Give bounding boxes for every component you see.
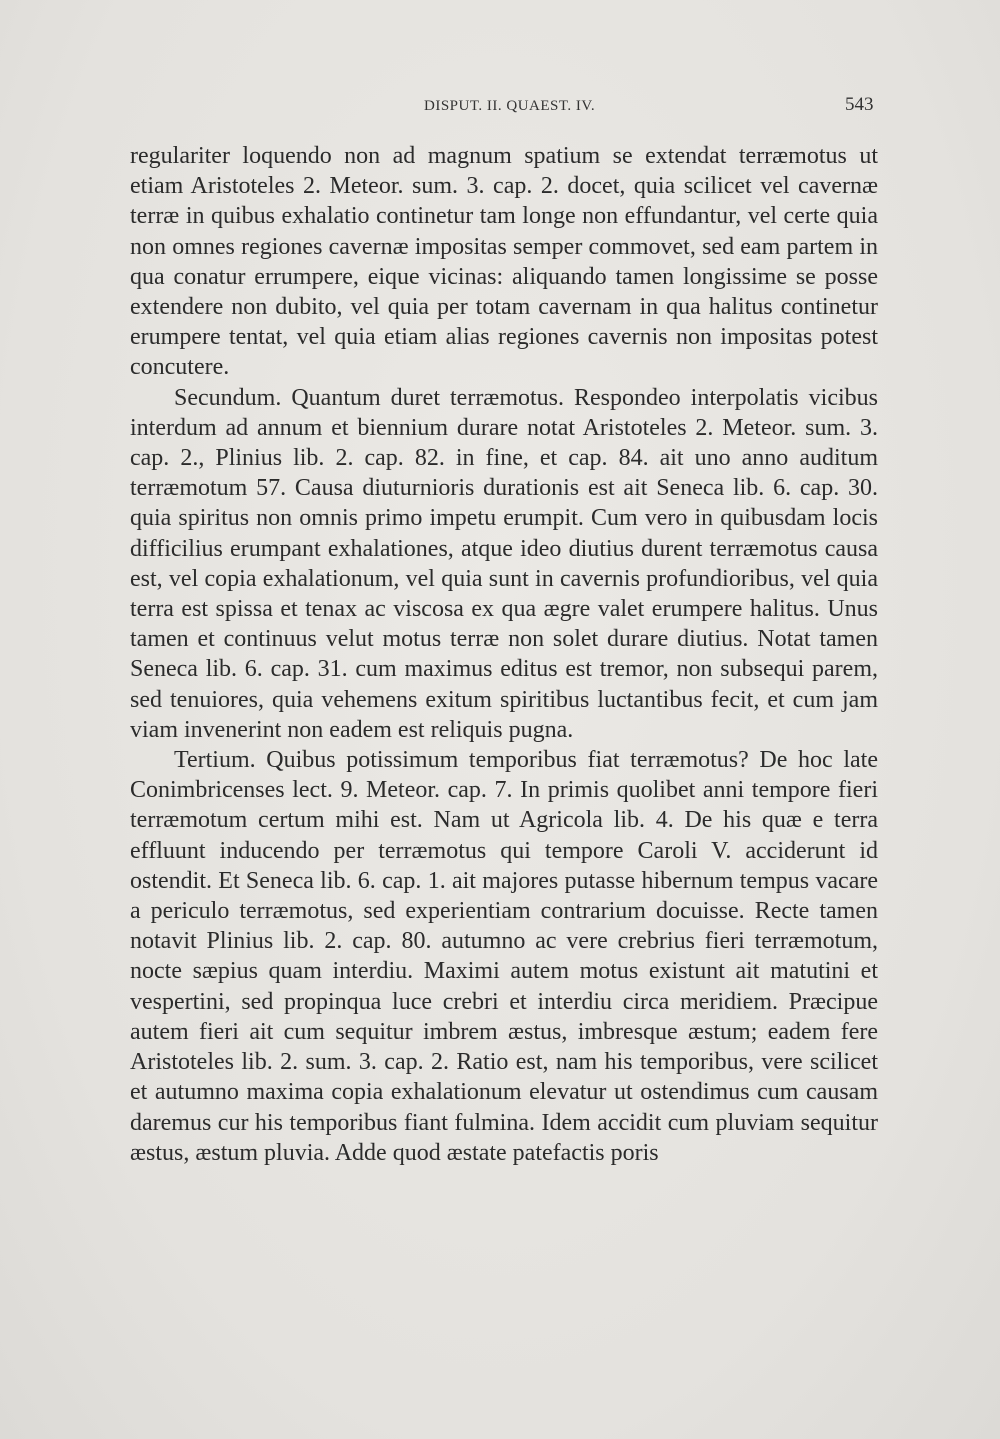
running-head: DISPUT. II. QUAEST. IV.	[424, 98, 596, 114]
paragraph-tertium: Tertium. Quibus potissimum temporibus fiat terræmotus? De hoc late Conimbricenses lect. 9. Meteor. cap. 7. In primis quolibet anni tempore fieri terræmotum certum mihi est. Nam ut Agricola lib. 4. De his quæ e terra effluunt inducendo per terræmotus qui tempore Caroli V. acciderunt id ostendit. Et Seneca lib. 6. cap. 1. ait majores putasse hibernum tempus vacare a periculo terræmotus, sed experientiam contrarium docuisse. Recte tamen notavit Plinius lib. 2. cap. 80. autumno ac vere crebrius fieri terræmotum, nocte sæpius quam interdiu. Maximi autem motus existunt ait matutini et vespertini, sed propinqua luce crebri et interdiu circa meridiem. Præcipue autem fieri ait cum sequitur imbrem æstus, imbresque æstum; eadem fere Aristoteles lib. 2. sum. 3. cap. 2. Ratio est, nam his temporibus, vere scilicet et autumno maxima copia exhalationum elevatur ut ostendimus cum causam daremus cur his temporibus fiant fulmina. Idem accidit cum pluviam sequitur æstus, æstum pluvia. Adde quod æstate patefactis poris	[130, 747, 878, 1166]
body-text	[130, 141, 878, 1168]
paragraph-secundum: Secundum. Quantum duret terræmotus. Respondeo interpolatis vicibus interdum ad annum et biennium durare notat Aristoteles 2. Meteor. sum. 3. cap. 2., Plinius lib. 2. cap. 82. in fine, et cap. 84. ait uno anno auditum terræmotum 57. Causa diuturnioris durationis est ait Seneca lib. 6. cap. 30. quia spiritus non omnis primo impetu erumpit. Cum vero in quibusdam locis difficilius erumpant exhalationes, atque ideo diutius durent terræmotus causa est, vel copia exhalationum, vel quia sunt in cavernis profundioribus, vel quia terra est spissa et tenax ac viscosa ex qua ægre valet erumpere halitus. Unus tamen et continuus velut motus terræ non solet durare diutius. Notat tamen Seneca lib. 6. cap. 31. cum maximus editus est tremor, non subsequi parem, sed tenuiores, quia vehemens exitum spiritibus luctantibus fecit, et cum jam viam invenerint non eadem est reliquis pugna.	[130, 384, 878, 743]
page-header	[0, 94, 1000, 118]
page-number: 543	[845, 94, 874, 115]
paragraph-continuation: regulariter loquendo non ad magnum spatium se extendat terræmotus ut etiam Aristoteles 2. Meteor. sum. 3. cap. 2. docet, quia scilicet vel cavernæ terræ in quibus exhalatio continetur tam longe non effundantur, vel certe quia non omnes regiones cavernæ impositas semper commovet, sed eam partem in qua conatur errumpere, eique vicinas: aliquando tamen longissime se posse extendere non dubito, vel quia per totam cavernam in qua halitus continetur erumpere tentat, vel quia etiam alias regiones cavernis non impositas potest concutere.	[130, 143, 878, 381]
